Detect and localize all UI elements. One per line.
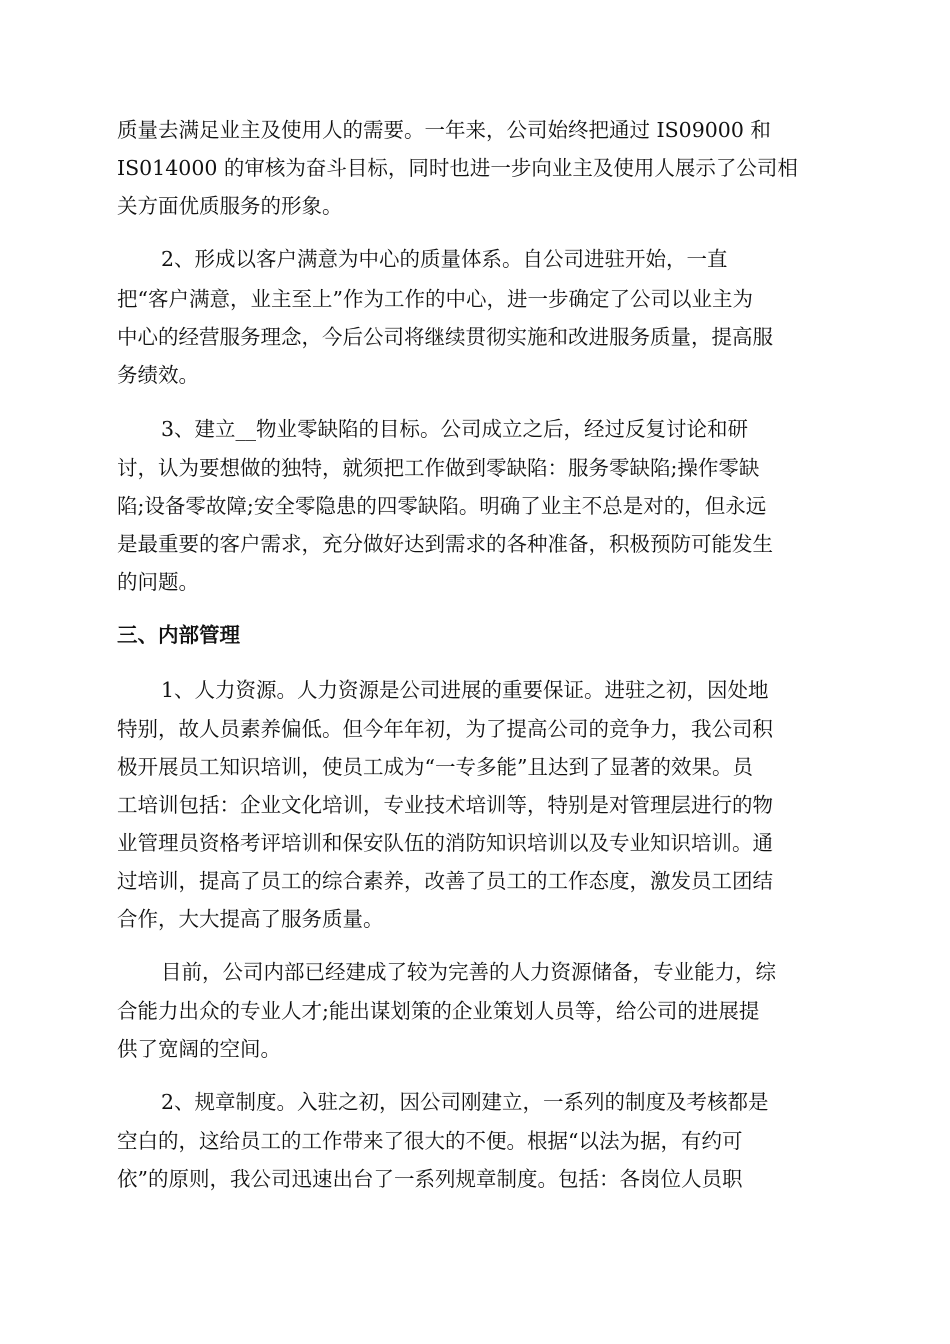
text-line: 特别，故人员素养偏低。但今年年初，为了提高公司的竞争力，我公司积 <box>117 717 773 741</box>
text-line: 质量去满足业主及使用人的需要。一年来，公司始终把通过 IS09000 和 <box>117 118 771 142</box>
text-line: 业管理员资格考评培训和保安队伍的消防知识培训以及专业知识培训。通 <box>117 831 773 855</box>
text-line: 空白的，这给员工的工作带来了很大的不便。根据“以法为据，有约可 <box>117 1129 743 1153</box>
text-line: IS014000 的审核为奋斗目标，同时也进一步向业主及使用人展示了公司相 <box>117 156 798 180</box>
text-line: 务绩效。 <box>117 363 199 387</box>
text-line: 工培训包括：企业文化培训，专业技术培训等，特别是对管理层进行的物 <box>117 793 773 817</box>
text-line: 合作，大大提高了服务质量。 <box>117 907 384 931</box>
text-line: 1、人力资源。人力资源是公司进展的重要保证。进驻之初，因处地 <box>161 678 769 702</box>
text-line: 讨，认为要想做的独特，就须把工作做到零缺陷：服务零缺陷;操作零缺 <box>117 456 760 480</box>
text-line: 3、建立__物业零缺陷的目标。公司成立之后，经过反复讨论和研 <box>161 417 749 441</box>
text-line: 2、规章制度。入驻之初，因公司刚建立，一系列的制度及考核都是 <box>161 1090 769 1114</box>
text-line: 中心的经营服务理念，今后公司将继续贯彻实施和改进服务质量，提高服 <box>117 325 773 349</box>
text-line: 陷;设备零故障;安全零隐患的四零缺陷。明确了业主不总是对的，但永远 <box>117 494 767 518</box>
text-line: 过培训，提高了员工的综合素养，改善了员工的工作态度，激发员工团结 <box>117 869 773 893</box>
text-line: 是最重要的客户需求，充分做好达到需求的各种准备，积极预防可能发生 <box>117 532 773 556</box>
text-line: 2、形成以客户满意为中心的质量体系。自公司进驻开始，一直 <box>161 247 728 271</box>
section-heading: 三、内部管理 <box>117 623 240 647</box>
text-line: 合能力出众的专业人才;能出谋划策的企业策划人员等，给公司的进展提 <box>117 999 760 1023</box>
text-line: 关方面优质服务的形象。 <box>117 194 343 218</box>
text-line: 把“客户满意，业主至上”作为工作的中心，进一步确定了公司以业主为 <box>117 287 753 311</box>
text-line: 极开展员工知识培训，使员工成为“一专多能”且达到了显著的效果。员 <box>117 755 753 779</box>
text-line: 供了宽阔的空间。 <box>117 1037 281 1061</box>
text-line: 目前，公司内部已经建成了较为完善的人力资源储备，专业能力，综 <box>161 960 776 984</box>
text-line: 的问题。 <box>117 570 199 594</box>
text-line: 依”的原则，我公司迅速出台了一系列规章制度。包括：各岗位人员职 <box>117 1167 743 1191</box>
